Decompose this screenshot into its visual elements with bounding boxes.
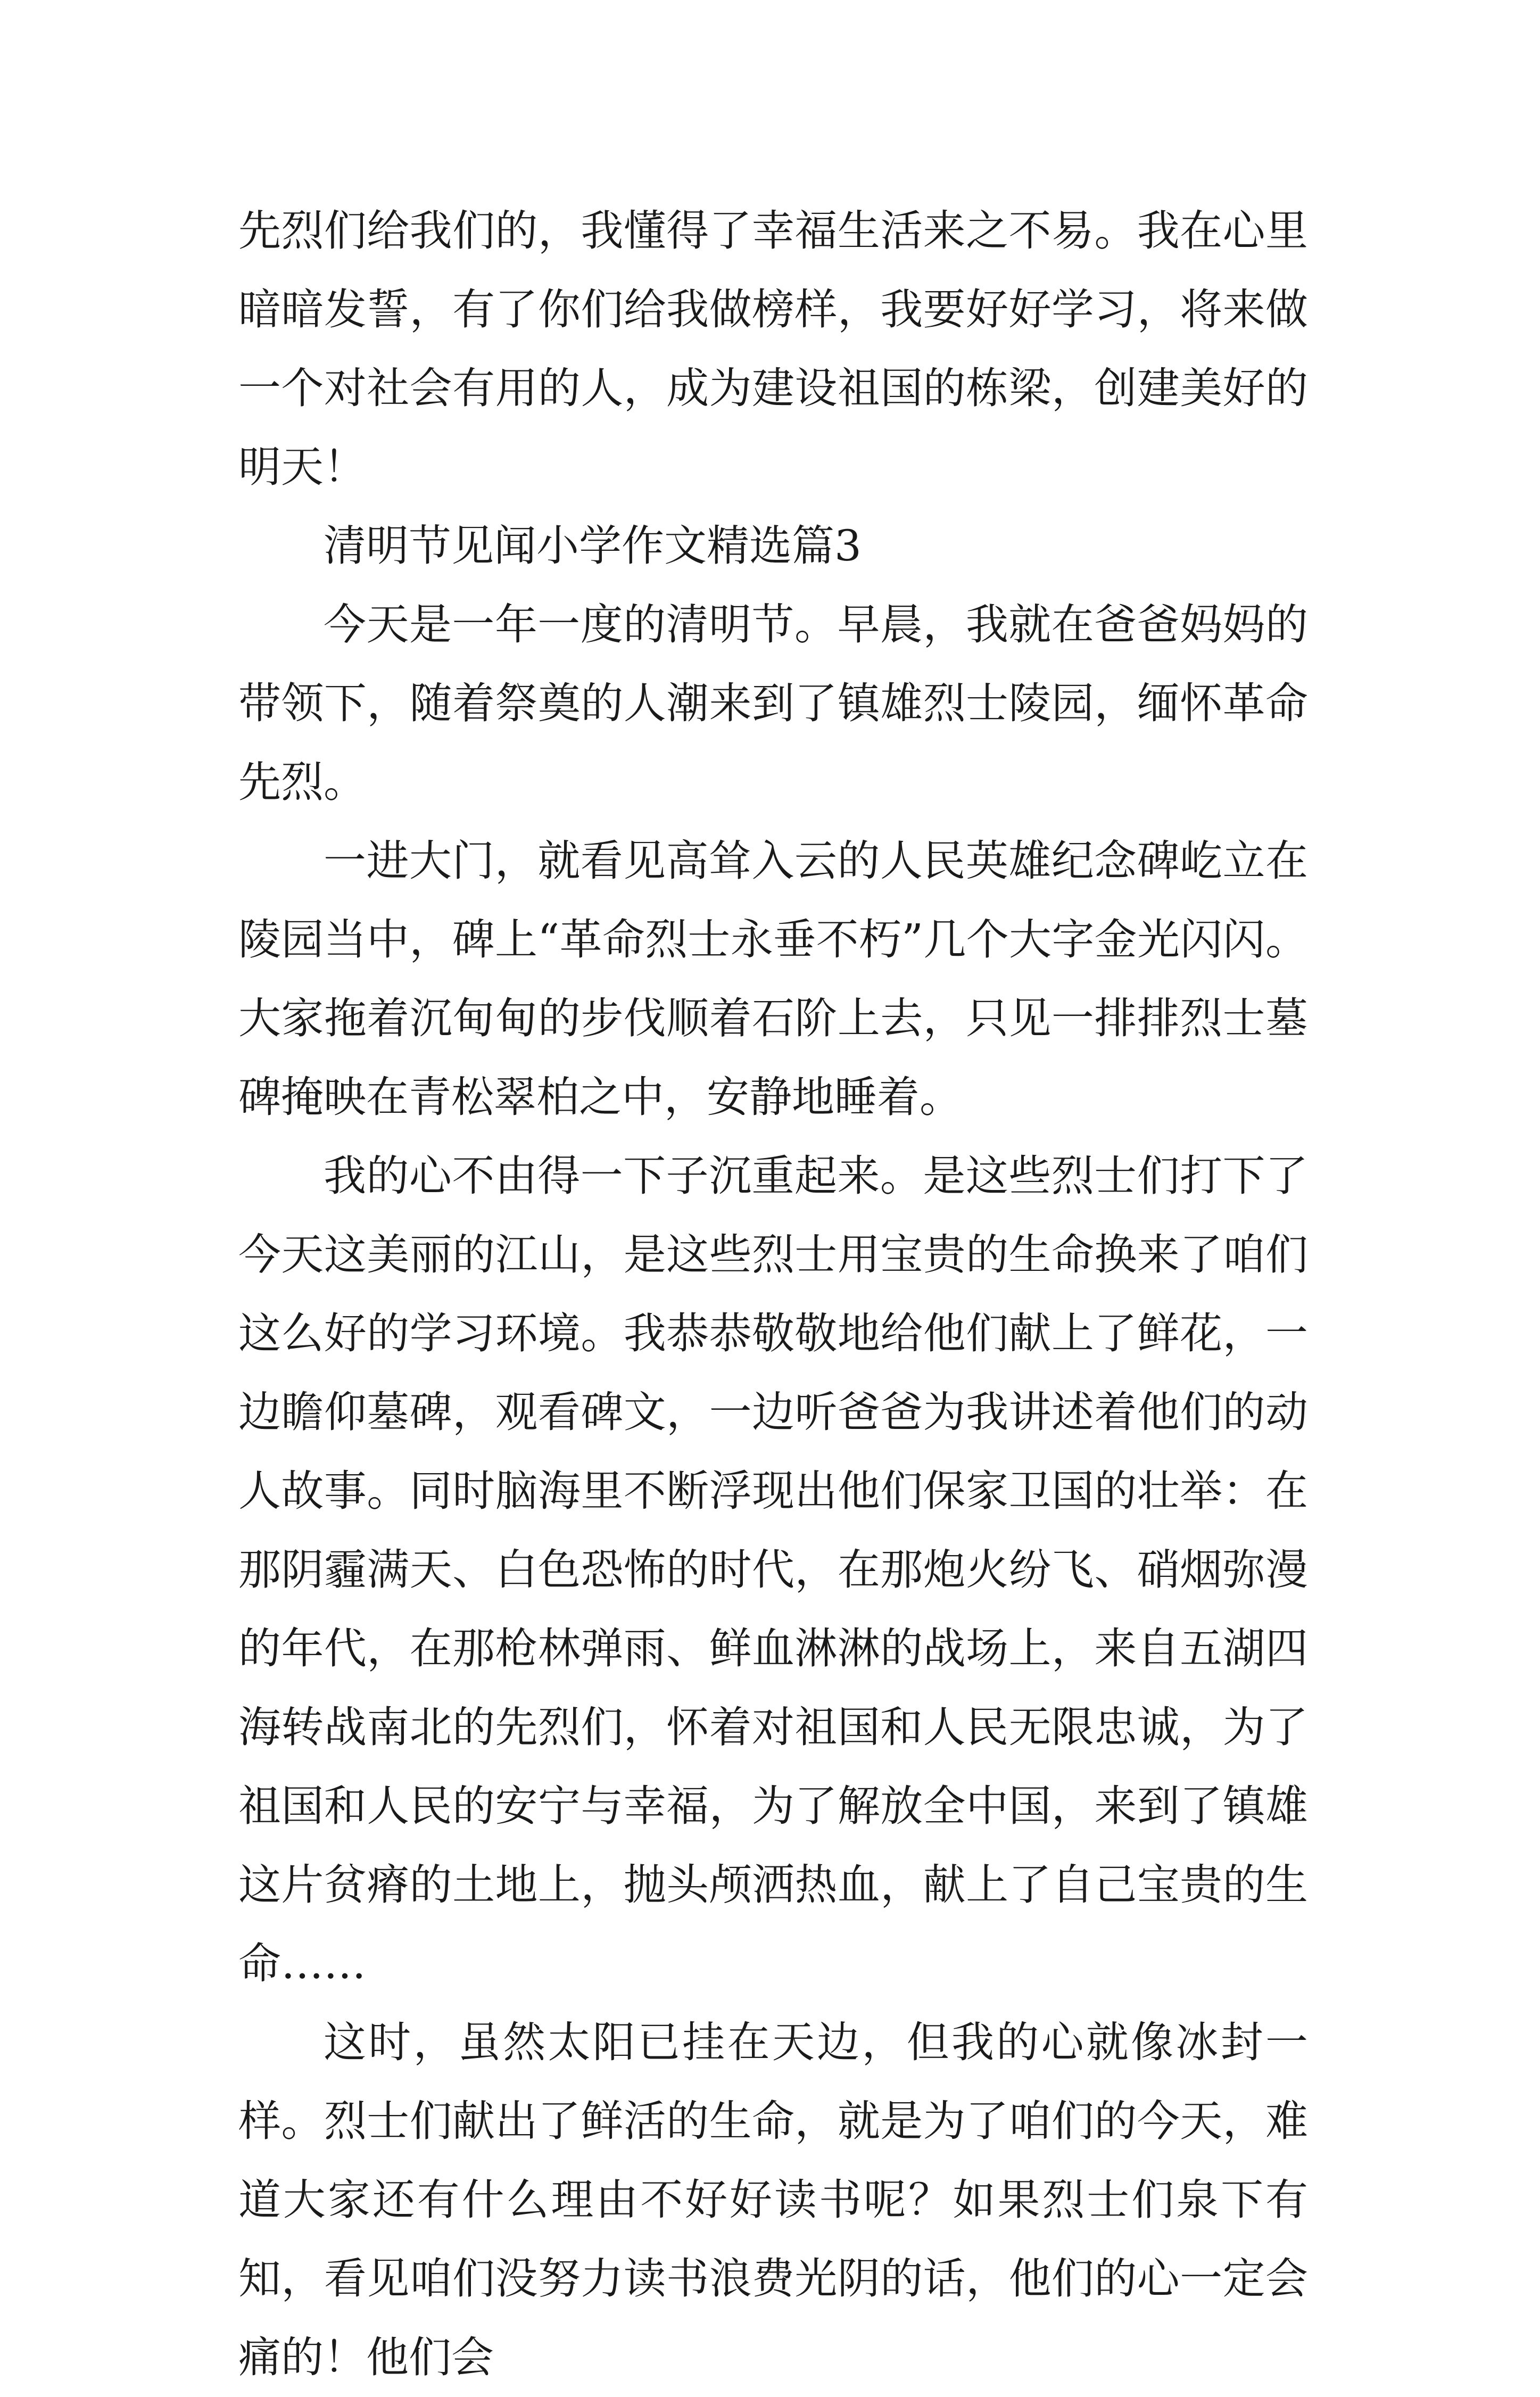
section-heading: 清明节见闻小学作文精选篇3	[324, 521, 862, 571]
body-text	[238, 192, 1308, 2397]
paragraph-monument: 一进大门，就看见高耸入云的人民英雄纪念碑屹立在陵园当中，碑上“革命烈士永垂不朽”几个大字金光闪闪。大家拖着沉甸甸的步伐顺着石阶上去，只见一排排烈士墓碑掩映在青松翠柏之中，安静地睡着。	[238, 836, 1308, 1122]
paragraph-intro: 今天是一年一度的清明节。早晨，我就在爸爸妈妈的带领下，随着祭奠的人潮来到了镇雄烈士陵园，缅怀革命先烈。	[238, 600, 1308, 807]
paragraph-conclusion: 这时，虽然太阳已挂在天边，但我的心就像冰封一样。烈士们献出了鲜活的生命，就是为了咱们的今天，难道大家还有什么理由不好好读书呢？如果烈士们泉下有知，看见咱们没努力读书浪费光阴的话，他们的心一定会痛的！他们会	[238, 2018, 1308, 2382]
paragraph-reflection: 我的心不由得一下子沉重起来。是这些烈士们打下了今天这美丽的江山，是这些烈士用宝贵的生命换来了咱们这么好的学习环境。我恭恭敬敬地给他们献上了鲜花，一边瞻仰墓碑，观看碑文，一边听爸爸为我讲述着他们的动人故事。同时脑海里不断浮现出他们保家卫国的壮举：在那阴霾满天、白色恐怖的时代，在那炮火纷飞、硝烟弥漫的年代，在那枪林弹雨、鲜血淋淋的战场上，来自五湖四海转战南北的先烈们，怀着对祖国和人民无限忠诚，为了祖国和人民的安宁与幸福，为了解放全中国，来到了镇雄这片贫瘠的土地上，抛头颅洒热血，献上了自己宝贵的生命……	[238, 1151, 1308, 1988]
paragraph-continuation: 先烈们给我们的，我懂得了幸福生活来之不易。我在心里暗暗发誓，有了你们给我做榜样，我要好好学习，将来做一个对社会有用的人，成为建设祖国的栋梁，创建美好的明天！	[238, 206, 1308, 492]
